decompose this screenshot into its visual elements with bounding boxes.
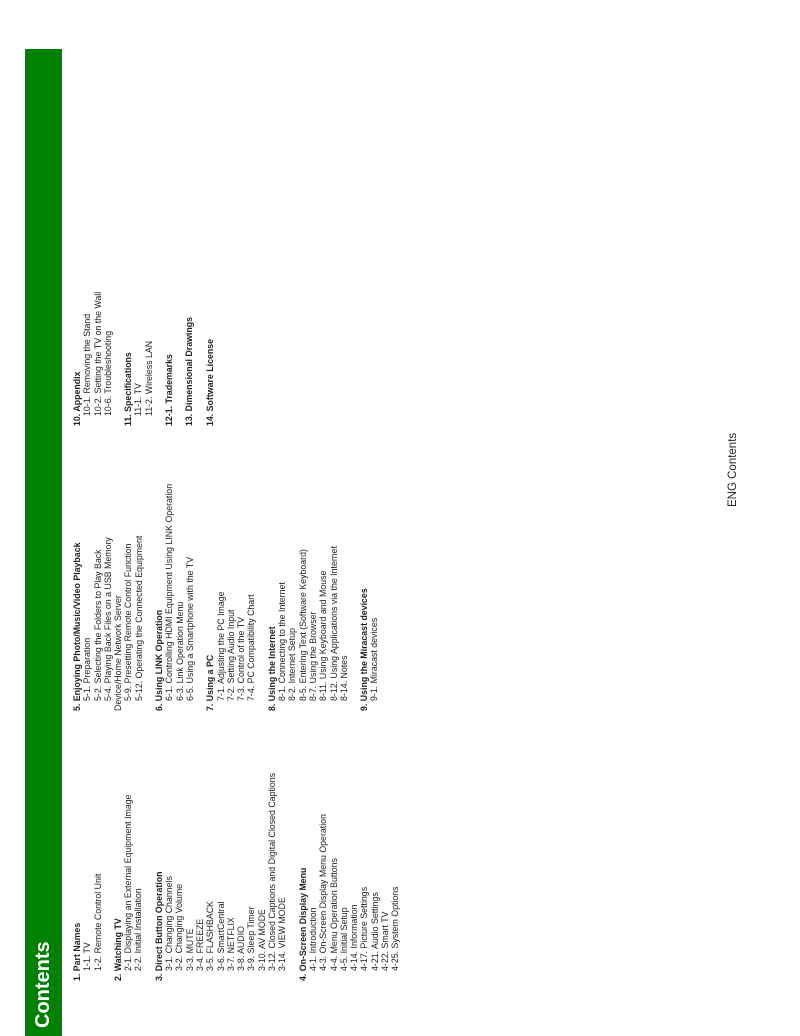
- toc-section: [72, 441, 144, 711]
- toc-section: [359, 441, 380, 711]
- toc-section: [154, 441, 195, 711]
- toc-section: [267, 441, 349, 711]
- toc-entry[interactable]: 3-8. AUDIO: [236, 926, 247, 971]
- toc-section: [154, 721, 288, 981]
- toc-entry[interactable]: 3-10. AV MODE: [256, 909, 267, 971]
- toc-entry[interactable]: 8-5. Entering Text (Software Keyboard): [297, 549, 308, 701]
- toc-entry[interactable]: 3-7. NETFLIX: [225, 917, 236, 971]
- toc-entry[interactable]: 7-2. Setting Audio Input: [225, 609, 236, 701]
- toc-entry[interactable]: 8-12. Using Applications via the Internet: [328, 545, 339, 701]
- toc-section-title[interactable]: 2. Watching TV: [112, 918, 123, 981]
- toc-entry[interactable]: Device/Home Network Server: [113, 595, 124, 711]
- toc-section-title[interactable]: 13. Dimensional Drawings: [184, 316, 195, 426]
- toc-section-title[interactable]: 1. Part Names: [72, 922, 82, 981]
- toc-entry[interactable]: 3-4. FREEZE: [194, 918, 205, 971]
- toc-column-1: [72, 721, 411, 981]
- toc-section-title[interactable]: 10. Appendix: [72, 371, 82, 426]
- toc-entry[interactable]: 4-1. Introduction: [307, 907, 318, 971]
- toc-section-title[interactable]: 8. Using the Internet: [266, 626, 277, 711]
- toc-entry[interactable]: 3-1. Changing Channels: [164, 876, 175, 971]
- toc-entry[interactable]: 4-14. Information: [349, 904, 360, 971]
- page-footer: ENG Contents: [727, 432, 739, 507]
- toc-entry[interactable]: 4-22. Smart TV: [380, 911, 391, 971]
- toc-entry[interactable]: 7-3. Control of the TV: [236, 617, 247, 701]
- toc-section: [123, 176, 154, 426]
- toc-entry[interactable]: 3-9. Sleep Timer: [246, 906, 257, 971]
- toc-entry[interactable]: 4-5. Initial Setup: [338, 907, 349, 971]
- toc-entry[interactable]: 4-21. Audio Settings: [369, 892, 380, 971]
- toc-section-title[interactable]: 9. Using the Miracast devices: [359, 588, 370, 711]
- toc-entry[interactable]: 4-17. Picture Settings: [359, 886, 370, 971]
- toc-entry[interactable]: 2-2. Initial Installation: [133, 888, 144, 971]
- toc-section-title[interactable]: 14. Software License: [204, 338, 215, 426]
- toc-entry[interactable]: 1-2. Remote Control Unit: [92, 873, 103, 971]
- toc-section: [72, 721, 103, 981]
- toc-entry[interactable]: 6-5. Using a Smartphone with the TV: [184, 556, 195, 701]
- toc-entry[interactable]: 3-5. FLASHBACK: [205, 901, 216, 971]
- toc-entry[interactable]: 8-7. Using the Browser: [307, 611, 318, 701]
- toc-entry[interactable]: 5-12. Operating the Connected Equipment: [133, 535, 144, 701]
- toc-entry[interactable]: 6-3. Link Operation Menu: [174, 601, 185, 701]
- toc-section: [205, 441, 256, 711]
- toc-entry[interactable]: 10-6. Troubleshooting: [102, 330, 113, 416]
- toc-entry[interactable]: 5-4. Playing Back Files on a USB Memory: [102, 537, 113, 701]
- toc-entry[interactable]: 11-2. Wireless LAN: [143, 340, 154, 416]
- toc-entry[interactable]: 8-11. Using Keyboard and Mouse: [318, 570, 329, 701]
- toc-entry[interactable]: 3-2. Changing Volume: [174, 883, 185, 971]
- toc-entry[interactable]: 3-12. Closed Captions and Digital Closed Captions: [267, 772, 278, 971]
- toc-entry[interactable]: 2-1. Displaying an External Equipment Image: [123, 794, 134, 971]
- toc-section: [205, 176, 215, 426]
- toc-section-title[interactable]: 3. Direct Button Operation: [153, 871, 164, 981]
- toc-section-title[interactable]: 12-1. Trademarks: [164, 354, 175, 426]
- toc-entry[interactable]: 10-2. Setting the TV on the Wall: [92, 291, 103, 416]
- toc-entry[interactable]: 11-1. TV: [133, 383, 144, 416]
- toc-entry[interactable]: 7-4. PC Compatibility Chart: [246, 594, 257, 701]
- toc-entry[interactable]: 6-1. Controlling HDMI Equipment Using LINK Operation: [164, 483, 175, 701]
- toc-section: [113, 721, 144, 981]
- toc-section: [164, 176, 174, 426]
- toc-section-title[interactable]: 6. Using LINK Operation: [154, 609, 165, 711]
- toc-entry[interactable]: 10-1. Removing the Stand: [82, 313, 93, 416]
- toc-entry[interactable]: 7-1. Adjusting the PC Image: [215, 591, 226, 701]
- toc-entry[interactable]: 8-2. Internet Setup: [287, 628, 298, 701]
- page-title: Contents: [32, 941, 54, 1028]
- toc-entry[interactable]: 3-3. MUTE: [184, 928, 195, 971]
- toc-entry[interactable]: 4-4. Menu Operation Buttons: [328, 858, 339, 971]
- toc-section: [298, 721, 401, 981]
- toc-section-title[interactable]: 7. Using a PC: [205, 654, 216, 711]
- toc-entry[interactable]: 3-6. SmartCentral: [215, 901, 226, 971]
- toc-section: [72, 176, 113, 426]
- toc-entry[interactable]: 3-14. VIEW MODE: [277, 897, 288, 971]
- contents-banner: [25, 49, 62, 1036]
- toc-section-title[interactable]: 11. Specifications: [123, 352, 134, 426]
- toc-column-2: [72, 441, 390, 711]
- toc-entry[interactable]: 8-14. Notes: [338, 655, 349, 701]
- toc-entry[interactable]: 1-1. TV: [82, 942, 93, 971]
- toc-entry[interactable]: 5-1. Preparation: [82, 637, 93, 701]
- toc-entry[interactable]: 4-3. On-Screen Display Menu Operation: [318, 814, 329, 971]
- toc-section: [184, 176, 194, 426]
- toc-entry[interactable]: 5-9. Presetting Remote Control Function: [123, 543, 134, 701]
- toc-entry[interactable]: 9-1. Miracast devices: [369, 617, 380, 701]
- toc-entry[interactable]: 4-25. System Options: [390, 886, 401, 971]
- toc-section-title[interactable]: 4. On-Screen Display Menu: [297, 867, 308, 981]
- toc-section-title[interactable]: 5. Enjoying Photo/Music/Video Playback: [72, 542, 82, 711]
- toc-column-3: [72, 176, 225, 426]
- toc-entry[interactable]: 8-1. Connecting to the Internet: [277, 582, 288, 701]
- toc-entry[interactable]: 5-2. Selecting the Folders to Play Back: [92, 549, 103, 701]
